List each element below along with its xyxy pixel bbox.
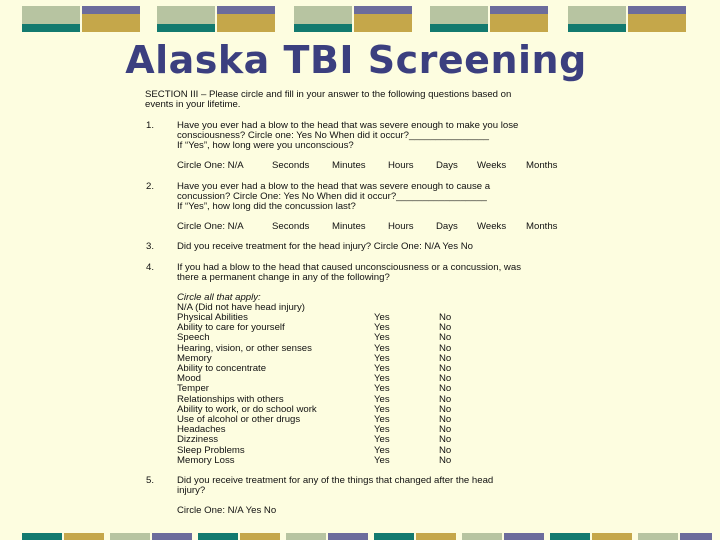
change-item-no[interactable]: No <box>439 312 452 323</box>
change-item-yes[interactable]: Yes <box>374 393 390 405</box>
q1-duration-prefix: Circle One: N/A <box>177 160 244 171</box>
change-item-no[interactable]: No <box>439 322 452 334</box>
q1-text: Have you ever had a blow to the head that was severe enough to make you lose <box>177 120 519 131</box>
q2-duration-prefix: Circle One: N/A <box>177 221 244 232</box>
q4-number: 4. <box>146 262 155 273</box>
change-item-label: Memory Loss <box>177 454 235 466</box>
change-item-no[interactable]: No <box>439 352 452 364</box>
change-item-label: Memory <box>177 352 212 364</box>
change-item-label: Dizziness <box>177 434 219 446</box>
circle-all-label: Circle all that apply: <box>177 292 261 303</box>
change-item-yes[interactable]: Yes <box>374 444 390 456</box>
change-item-no[interactable]: No <box>439 424 452 436</box>
change-item-yes[interactable]: Yes <box>374 373 390 385</box>
q3-number: 3. <box>146 241 155 252</box>
na-option[interactable]: N/A (Did not have head injury) <box>177 302 305 313</box>
change-item-no[interactable]: No <box>439 454 452 466</box>
q2-duration-option[interactable]: Hours <box>388 221 414 232</box>
q2-duration-option[interactable]: Seconds <box>272 221 310 232</box>
q2-text-line3: If “Yes”, how long did the concussion last? <box>177 201 356 212</box>
q5-number: 5. <box>146 475 155 486</box>
q1-text-line2: consciousness? Circle one: Yes No When did it occur?_______________ <box>177 130 490 141</box>
q5-text-line2: injury? <box>177 485 206 496</box>
change-item-label: Ability to work, or do school work <box>177 403 317 415</box>
q2-number: 2. <box>146 181 155 192</box>
change-item-no[interactable]: No <box>439 332 452 344</box>
change-item-yes[interactable]: Yes <box>374 332 390 344</box>
q1-duration-option[interactable]: Hours <box>388 160 414 171</box>
change-item-label: Temper <box>177 383 209 395</box>
change-item-yes[interactable]: Yes <box>374 342 390 354</box>
change-item-label: Sleep Problems <box>177 444 245 456</box>
q1-duration-option[interactable]: Days <box>436 160 458 171</box>
change-item-no[interactable]: No <box>439 373 452 385</box>
change-item-label: Use of alcohol or other drugs <box>177 414 301 425</box>
change-item-yes[interactable]: Yes <box>374 403 390 415</box>
change-item-yes[interactable]: Yes <box>374 424 390 436</box>
change-item-no[interactable]: No <box>439 434 452 446</box>
change-item-no[interactable]: No <box>439 383 452 395</box>
change-item-no[interactable]: No <box>439 403 452 415</box>
q1-duration-option[interactable]: Weeks <box>477 160 507 171</box>
q1-text-line3: If “Yes”, how long were you unconscious? <box>177 140 354 151</box>
q3-text: Did you receive treatment for the head injury? Circle One: N/A Yes No <box>177 241 473 252</box>
change-item-yes[interactable]: Yes <box>374 414 390 425</box>
q2-text: Have you ever had a blow to the head that was severe enough to cause a <box>177 181 491 192</box>
q2-duration-option[interactable]: Minutes <box>332 221 366 232</box>
change-item-yes[interactable]: Yes <box>374 383 390 395</box>
q5-text: Did you receive treatment for any of the things that changed after the head <box>177 475 494 486</box>
change-item-label: Ability to concentrate <box>177 363 267 374</box>
q1-duration-option[interactable]: Months <box>526 160 558 171</box>
change-item-label: Speech <box>177 332 210 344</box>
q1-duration-option[interactable]: Seconds <box>272 160 310 171</box>
change-item-no[interactable]: No <box>439 342 452 354</box>
q2-duration-option[interactable]: Months <box>526 221 558 232</box>
change-item-label: Relationships with others <box>177 393 284 405</box>
change-item-label: Mood <box>177 373 201 385</box>
change-item-label: Ability to care for yourself <box>177 322 285 334</box>
change-item-label: Hearing, vision, or other senses <box>177 342 312 354</box>
q2-duration-option[interactable]: Weeks <box>477 221 507 232</box>
change-item-label: Headaches <box>177 424 226 436</box>
change-item-no[interactable]: No <box>439 393 452 405</box>
change-item-yes[interactable]: Yes <box>374 454 390 466</box>
change-item-yes[interactable]: Yes <box>374 322 390 334</box>
q2-text-line2: concussion? Circle One: Yes No When did it occur?_________________ <box>177 191 487 202</box>
change-item-no[interactable]: No <box>439 444 452 456</box>
change-item-label: Physical Abilities <box>177 312 248 323</box>
bottom-decorative-band <box>22 533 712 540</box>
change-item-no[interactable]: No <box>439 414 452 425</box>
q5-circle-one: Circle One: N/A Yes No <box>177 505 277 516</box>
q4-text-line2: there a permanent change in any of the following? <box>177 272 390 283</box>
section-heading: SECTION III – Please circle and fill in your answer to the following questions based on <box>145 89 512 100</box>
change-item-yes[interactable]: Yes <box>374 352 390 364</box>
change-item-no[interactable]: No <box>439 363 452 374</box>
page-title: Alaska TBI Screening <box>125 38 587 82</box>
q4-text: If you had a blow to the head that caused unconsciousness or a concussion, was <box>177 262 521 273</box>
q2-duration-option[interactable]: Days <box>436 221 458 232</box>
section-heading-cont: events in your lifetime. <box>145 99 241 110</box>
q1-duration-option[interactable]: Minutes <box>332 160 366 171</box>
change-item-yes[interactable]: Yes <box>374 312 390 323</box>
q1-number: 1. <box>146 120 155 131</box>
change-item-yes[interactable]: Yes <box>374 434 390 446</box>
change-item-yes[interactable]: Yes <box>374 363 390 374</box>
